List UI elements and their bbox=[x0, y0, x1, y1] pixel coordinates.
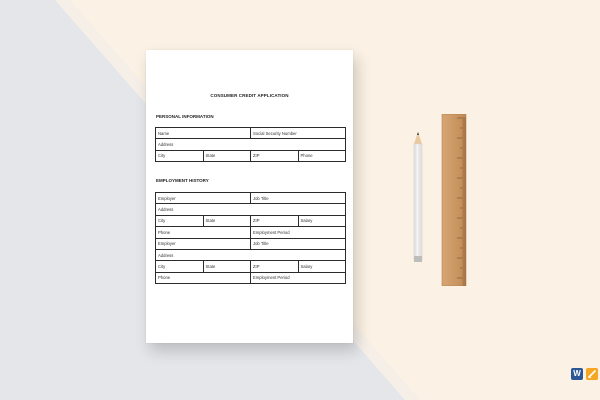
field-name[interactable]: Name bbox=[156, 128, 251, 139]
table-row bbox=[156, 261, 346, 272]
table-row bbox=[156, 139, 346, 150]
table-row bbox=[156, 150, 346, 161]
field-city[interactable]: City bbox=[156, 261, 204, 272]
table-row bbox=[156, 193, 346, 204]
field-employment-period[interactable]: Employment Period bbox=[251, 272, 346, 283]
table-row bbox=[156, 128, 346, 139]
ruler-icon bbox=[438, 114, 470, 286]
pencil-icon bbox=[407, 130, 429, 270]
section-title-personal-information: PERSONAL INFORMATION bbox=[156, 114, 214, 119]
field-social-security-number[interactable]: Social Security Number bbox=[251, 128, 346, 139]
table-row bbox=[156, 215, 346, 226]
personal-information-table bbox=[155, 127, 346, 162]
table-row bbox=[156, 227, 346, 238]
field-phone[interactable]: Phone bbox=[156, 272, 251, 283]
document-page bbox=[146, 50, 353, 343]
field-state[interactable]: State bbox=[203, 215, 251, 226]
field-job-title[interactable]: Job Title bbox=[251, 238, 346, 249]
field-city[interactable]: City bbox=[156, 150, 204, 161]
field-phone[interactable]: Phone bbox=[156, 227, 251, 238]
field-zip[interactable]: ZIP bbox=[251, 261, 299, 272]
field-address[interactable]: Address bbox=[156, 204, 346, 215]
table-row bbox=[156, 272, 346, 283]
field-zip[interactable]: ZIP bbox=[251, 150, 299, 161]
field-employer[interactable]: Employer bbox=[156, 193, 251, 204]
table-row bbox=[156, 204, 346, 215]
employment-history-table bbox=[155, 192, 346, 284]
field-employment-period[interactable]: Employment Period bbox=[251, 227, 346, 238]
section-title-employment-history: EMPLOYMENT HISTORY bbox=[156, 178, 209, 183]
field-employer[interactable]: Employer bbox=[156, 238, 251, 249]
field-address[interactable]: Address bbox=[156, 249, 346, 260]
apple-pages-icon bbox=[586, 368, 598, 380]
field-salary[interactable]: Salary bbox=[298, 215, 346, 226]
field-city[interactable]: City bbox=[156, 215, 204, 226]
table-row bbox=[156, 249, 346, 260]
field-state[interactable]: State bbox=[203, 261, 251, 272]
field-phone[interactable]: Phone bbox=[298, 150, 346, 161]
table-row bbox=[156, 238, 346, 249]
field-salary[interactable]: Salary bbox=[298, 261, 346, 272]
field-address[interactable]: Address bbox=[156, 139, 346, 150]
microsoft-word-icon: W bbox=[571, 368, 583, 380]
document-title: CONSUMER CREDIT APPLICATION bbox=[210, 93, 289, 98]
field-job-title[interactable]: Job Title bbox=[251, 193, 346, 204]
field-zip[interactable]: ZIP bbox=[251, 215, 299, 226]
field-state[interactable]: State bbox=[203, 150, 251, 161]
